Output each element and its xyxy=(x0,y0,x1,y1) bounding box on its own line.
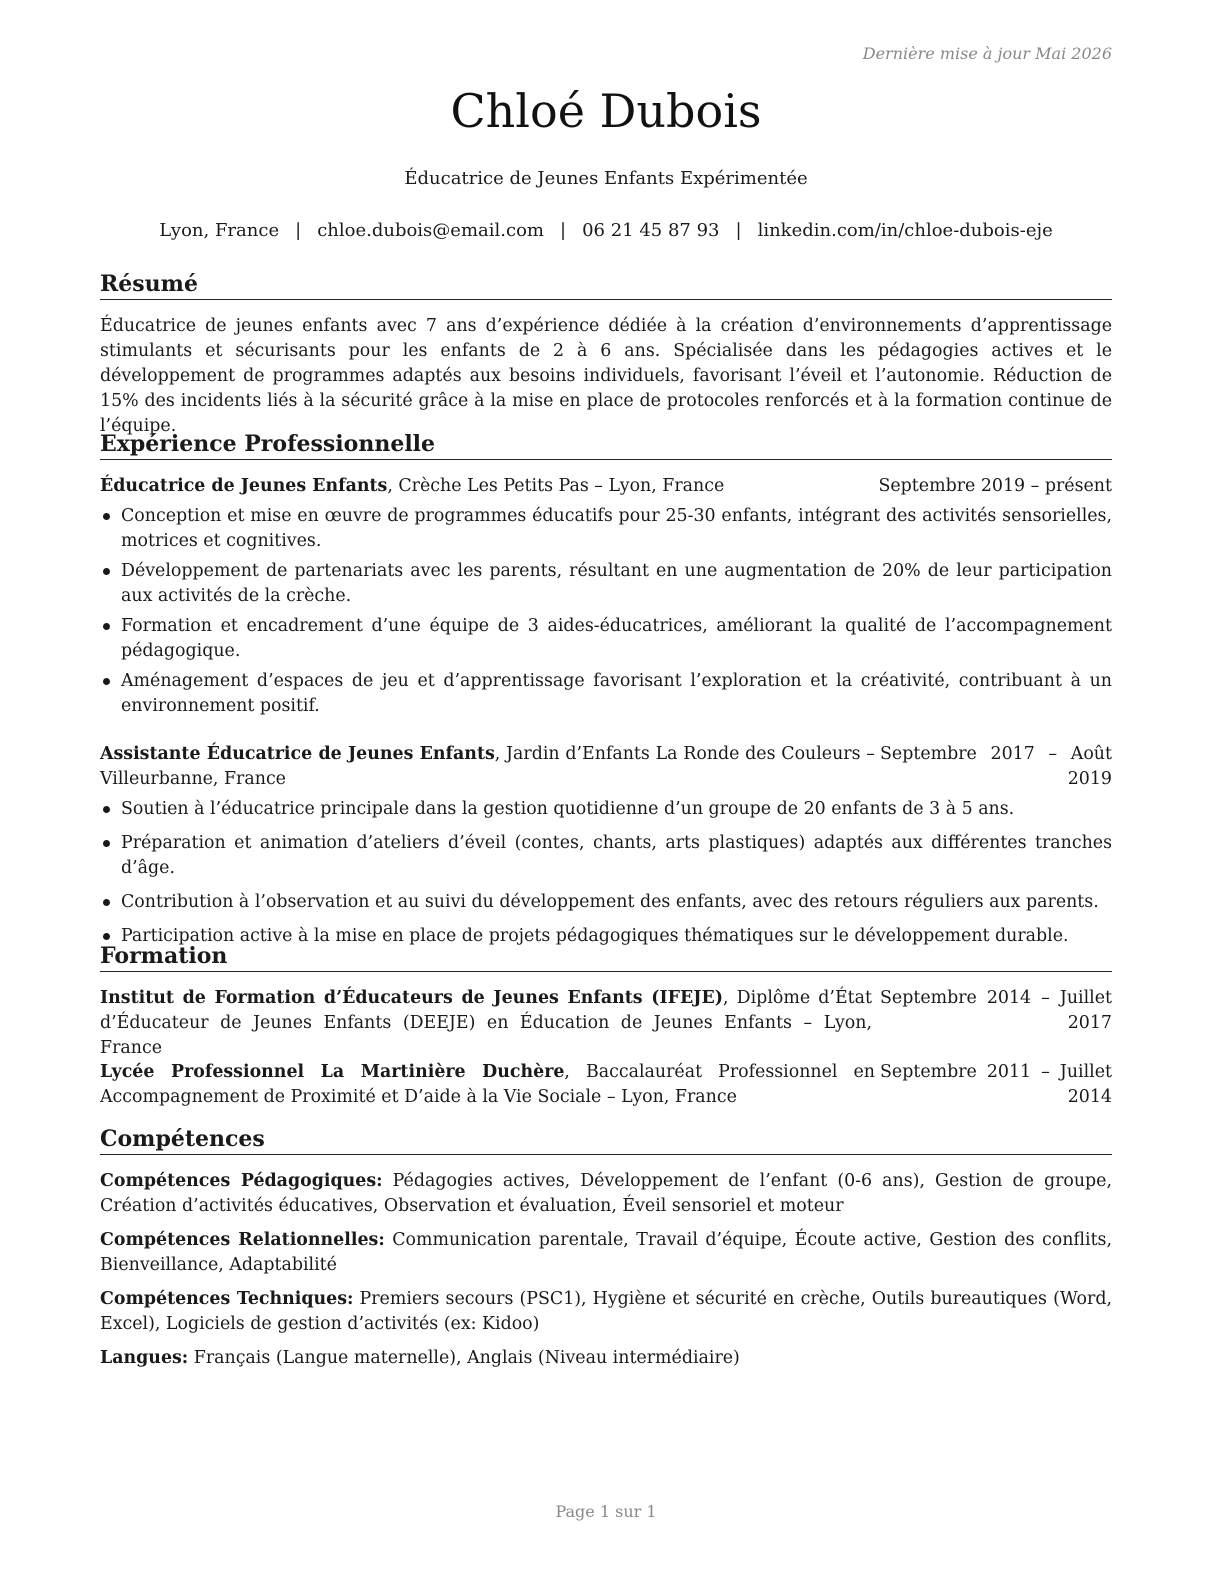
job-dates: Septembre 2017 – Août 2019 xyxy=(880,744,1112,789)
skills-label: Compétences Pédagogiques: xyxy=(100,1171,383,1191)
section-heading-experience: Expérience Professionnelle xyxy=(100,430,1112,460)
job-role: Éducatrice de Jeunes Enfants xyxy=(100,476,388,496)
education-dates: Septembre 2014 – Juillet 2017 xyxy=(880,988,1112,1033)
contact-location: Lyon, France xyxy=(159,220,280,241)
list-item: Développement de partenariats avec les parents, résultant en une augmentation de 20% de leur participation aux activités de la crèche. xyxy=(100,559,1112,609)
skills-label: Langues: xyxy=(100,1348,189,1368)
section-heading-skills: Compétences xyxy=(100,1125,1112,1155)
candidate-title: Éducatrice de Jeunes Enfants Expérimentée xyxy=(404,168,808,189)
contact-separator: | xyxy=(559,220,567,241)
contact-line xyxy=(100,220,1112,241)
section-heading-education: Formation xyxy=(100,942,1112,972)
skills-value: Communication parentale, Travail d’équipe, Écoute active, Gestion des conflits, Bienveillance, Adaptabilité xyxy=(100,1230,1113,1275)
contact-separator: | xyxy=(295,220,302,241)
education-school: Institut de Formation d’Éducateurs de Jeunes Enfants (IFEJE) xyxy=(100,988,723,1008)
job-bullets xyxy=(100,504,1112,719)
education-school: Lycée Professionnel La Martinière Duchère xyxy=(100,1062,565,1082)
list-item: Soutien à l’éducatrice principale dans la gestion quotidienne d’un groupe de 20 enfants de 3 à 5 ans. xyxy=(100,797,1112,822)
job-org: , Crèche Les Petits Pas – Lyon, France xyxy=(387,476,725,496)
skills-row xyxy=(100,1287,1112,1337)
job-title-line xyxy=(100,742,875,792)
skills-value: Premiers secours (PSC1), Hygiène et sécurité en crèche, Outils bureautiques (Word, Excel), Logiciels de gestion d’activités (ex: Kidoo) xyxy=(100,1289,1112,1334)
skills-label: Compétences Relationnelles: xyxy=(100,1230,385,1250)
list-item: Préparation et animation d’ateliers d’éveil (contes, chants, arts plastiques) adaptés aux différentes tranches d’âge. xyxy=(100,831,1112,881)
skills-row xyxy=(100,1346,1112,1371)
list-item: Formation et encadrement d’une équipe de 3 aides-éducatrices, améliorant la qualité de l’accompagnement pédagogique. xyxy=(100,614,1112,664)
contact-separator: | xyxy=(735,220,742,241)
education-line xyxy=(100,986,872,1061)
job-dates: Septembre 2019 – présent xyxy=(878,476,1112,496)
job-title-line xyxy=(100,474,860,499)
education-detail: , Baccalauréat Professionnel en Accompagnement de Proximité et D’aide à la Vie Sociale – Lyon, France xyxy=(100,1062,875,1107)
job-header xyxy=(100,742,1112,792)
section-heading-summary: Résumé xyxy=(100,270,1112,300)
page-number: Page 1 sur 1 xyxy=(555,1502,657,1521)
job-bullets xyxy=(100,797,1112,949)
list-item: Participation active à la mise en place de projets pédagogiques thématiques sur le développement durable. xyxy=(100,924,1112,949)
job-org: , Jardin d’Enfants La Ronde des Couleurs – Villeurbanne, France xyxy=(100,744,875,789)
list-item: Aménagement d’espaces de jeu et d’apprentissage favorisant l’exploration et la créativité, contribuant à un environnement positif. xyxy=(100,669,1112,719)
list-item: Contribution à l’observation et au suivi du développement des enfants, avec des retours réguliers aux parents. xyxy=(100,890,1112,915)
contact-phone: 06 21 45 87 93 xyxy=(582,220,720,241)
education-line xyxy=(100,1060,875,1110)
contact-linkedin[interactable]: linkedin.com/in/chloe-dubois-eje xyxy=(757,220,1053,241)
summary-text: Éducatrice de jeunes enfants avec 7 ans d’expérience dédiée à la création d’environnements d’apprentissage stimulants et sécurisants pour les enfants de 2 à 6 ans. Spécialisée dans les pédagogies actives et le développement de programmes adaptés aux besoins individuels, favorisant l’éveil et l’autonomie. Réduction de 15% des incidents liés à la sécurité grâce à la mise en place de protocoles renforcés et à la formation continue de l’équipe. xyxy=(100,316,1112,436)
list-item: Conception et mise en œuvre de programmes éducatifs pour 25-30 enfants, intégrant des activités sensorielles, motrices et cognitives. xyxy=(100,504,1112,554)
job-header xyxy=(100,474,1112,499)
skills-row xyxy=(100,1169,1112,1219)
skills-row xyxy=(100,1228,1112,1278)
education-dates: Septembre 2011 – Juillet 2014 xyxy=(880,1062,1112,1107)
skills-label: Compétences Techniques: xyxy=(100,1289,354,1309)
skills-value: Pédagogies actives, Développement de l’enfant (0-6 ans), Gestion de groupe, Création d’activités éducatives, Observation et évaluation, Éveil sensoriel et moteur xyxy=(100,1171,1113,1216)
skills-value: Français (Langue maternelle), Anglais (Niveau intermédiaire) xyxy=(188,1348,740,1368)
job-role: Assistante Éducatrice de Jeunes Enfants xyxy=(100,744,495,764)
resume-page xyxy=(100,0,1112,1584)
education-entry xyxy=(100,986,1112,1058)
last-updated: Dernière mise à jour Mai 2026 xyxy=(862,44,1112,63)
candidate-name: Chloé Dubois xyxy=(450,84,762,138)
education-detail: , Diplôme d’État d’Éducateur de Jeunes Enfants (DEEJE) en Éducation de Jeunes Enfants – Lyon, France xyxy=(100,988,872,1058)
education-entry xyxy=(100,1060,1112,1110)
contact-email[interactable]: chloe.dubois@email.com xyxy=(317,220,544,241)
